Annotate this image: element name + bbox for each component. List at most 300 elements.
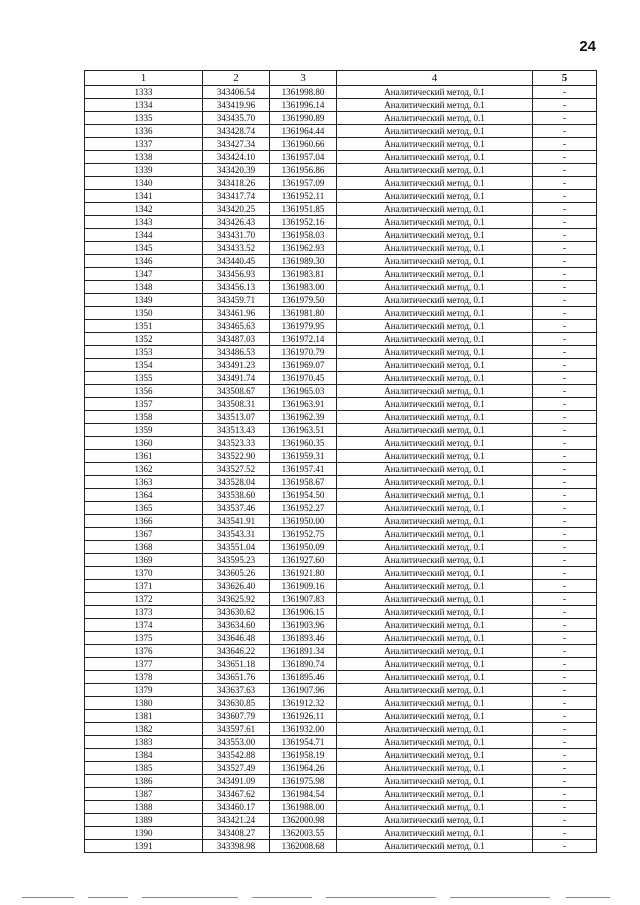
table-row (85, 359, 597, 372)
mark-cell: - (533, 346, 597, 359)
header-col-2: 2 (203, 71, 270, 86)
method-accuracy-cell: Аналитический метод, 0.1 (337, 411, 533, 424)
mark-cell: - (533, 723, 597, 736)
mark-cell: - (533, 541, 597, 554)
mark-cell: - (533, 827, 597, 840)
method-accuracy-cell: Аналитический метод, 0.1 (337, 424, 533, 437)
x-coordinate-cell: 343528.04 (203, 476, 270, 489)
y-coordinate-cell: 1361963.51 (270, 424, 337, 437)
y-coordinate-cell: 1361979.50 (270, 294, 337, 307)
table-row (85, 645, 597, 658)
method-accuracy-cell: Аналитический метод, 0.1 (337, 190, 533, 203)
point-number-cell: 1381 (85, 710, 203, 723)
method-accuracy-cell: Аналитический метод, 0.1 (337, 359, 533, 372)
mark-cell: - (533, 385, 597, 398)
point-number-cell: 1389 (85, 814, 203, 827)
y-coordinate-cell: 1361950.09 (270, 541, 337, 554)
method-accuracy-cell: Аналитический метод, 0.1 (337, 580, 533, 593)
x-coordinate-cell: 343460.17 (203, 801, 270, 814)
footer-rule (252, 897, 312, 898)
mark-cell: - (533, 320, 597, 333)
header-col-1: 1 (85, 71, 203, 86)
method-accuracy-cell: Аналитический метод, 0.1 (337, 736, 533, 749)
table-row (85, 606, 597, 619)
point-number-cell: 1343 (85, 216, 203, 229)
y-coordinate-cell: 1361926.11 (270, 710, 337, 723)
point-number-cell: 1363 (85, 476, 203, 489)
mark-cell: - (533, 411, 597, 424)
mark-cell: - (533, 112, 597, 125)
y-coordinate-cell: 1361932.00 (270, 723, 337, 736)
point-number-cell: 1382 (85, 723, 203, 736)
mark-cell: - (533, 86, 597, 99)
x-coordinate-cell: 343456.13 (203, 281, 270, 294)
mark-cell: - (533, 463, 597, 476)
y-coordinate-cell: 1361958.67 (270, 476, 337, 489)
method-accuracy-cell: Аналитический метод, 0.1 (337, 801, 533, 814)
y-coordinate-cell: 1361962.93 (270, 242, 337, 255)
x-coordinate-cell: 343459.71 (203, 294, 270, 307)
table-row (85, 242, 597, 255)
x-coordinate-cell: 343646.48 (203, 632, 270, 645)
table-row (85, 619, 597, 632)
method-accuracy-cell: Аналитический метод, 0.1 (337, 814, 533, 827)
y-coordinate-cell: 1361958.19 (270, 749, 337, 762)
y-coordinate-cell: 1361954.50 (270, 489, 337, 502)
mark-cell: - (533, 203, 597, 216)
table-row (85, 216, 597, 229)
mark-cell: - (533, 710, 597, 723)
x-coordinate-cell: 343426.43 (203, 216, 270, 229)
x-coordinate-cell: 343605.26 (203, 567, 270, 580)
method-accuracy-cell: Аналитический метод, 0.1 (337, 138, 533, 151)
point-number-cell: 1354 (85, 359, 203, 372)
x-coordinate-cell: 343424.10 (203, 151, 270, 164)
point-number-cell: 1366 (85, 515, 203, 528)
mark-cell: - (533, 125, 597, 138)
point-number-cell: 1351 (85, 320, 203, 333)
method-accuracy-cell: Аналитический метод, 0.1 (337, 398, 533, 411)
footer-rule (88, 897, 128, 898)
mark-cell: - (533, 554, 597, 567)
x-coordinate-cell: 343465.63 (203, 320, 270, 333)
method-accuracy-cell: Аналитический метод, 0.1 (337, 177, 533, 190)
table-row (85, 840, 597, 853)
x-coordinate-cell: 343417.74 (203, 190, 270, 203)
y-coordinate-cell: 1361906.15 (270, 606, 337, 619)
mark-cell: - (533, 164, 597, 177)
table-row (85, 502, 597, 515)
mark-cell: - (533, 281, 597, 294)
mark-cell: - (533, 814, 597, 827)
footer-rule (566, 897, 610, 898)
x-coordinate-cell: 343431.70 (203, 229, 270, 242)
y-coordinate-cell: 1361952.11 (270, 190, 337, 203)
y-coordinate-cell: 1361890.74 (270, 658, 337, 671)
point-number-cell: 1371 (85, 580, 203, 593)
method-accuracy-cell: Аналитический метод, 0.1 (337, 307, 533, 320)
y-coordinate-cell: 1361984.54 (270, 788, 337, 801)
method-accuracy-cell: Аналитический метод, 0.1 (337, 775, 533, 788)
point-number-cell: 1367 (85, 528, 203, 541)
method-accuracy-cell: Аналитический метод, 0.1 (337, 658, 533, 671)
point-number-cell: 1355 (85, 372, 203, 385)
table-row (85, 801, 597, 814)
point-number-cell: 1358 (85, 411, 203, 424)
x-coordinate-cell: 343527.52 (203, 463, 270, 476)
table-row (85, 99, 597, 112)
y-coordinate-cell: 1361964.26 (270, 762, 337, 775)
point-number-cell: 1339 (85, 164, 203, 177)
mark-cell: - (533, 567, 597, 580)
x-coordinate-cell: 343418.26 (203, 177, 270, 190)
x-coordinate-cell: 343634.60 (203, 619, 270, 632)
table-row (85, 814, 597, 827)
x-coordinate-cell: 343551.04 (203, 541, 270, 554)
point-number-cell: 1344 (85, 229, 203, 242)
y-coordinate-cell: 1361891.34 (270, 645, 337, 658)
table-row (85, 554, 597, 567)
method-accuracy-cell: Аналитический метод, 0.1 (337, 99, 533, 112)
point-number-cell: 1348 (85, 281, 203, 294)
method-accuracy-cell: Аналитический метод, 0.1 (337, 281, 533, 294)
point-number-cell: 1385 (85, 762, 203, 775)
point-number-cell: 1391 (85, 840, 203, 853)
y-coordinate-cell: 1362003.55 (270, 827, 337, 840)
mark-cell: - (533, 593, 597, 606)
method-accuracy-cell: Аналитический метод, 0.1 (337, 788, 533, 801)
mark-cell: - (533, 99, 597, 112)
mark-cell: - (533, 255, 597, 268)
method-accuracy-cell: Аналитический метод, 0.1 (337, 606, 533, 619)
table-row (85, 684, 597, 697)
table-row (85, 294, 597, 307)
method-accuracy-cell: Аналитический метод, 0.1 (337, 840, 533, 853)
mark-cell: - (533, 216, 597, 229)
method-accuracy-cell: Аналитический метод, 0.1 (337, 619, 533, 632)
method-accuracy-cell: Аналитический метод, 0.1 (337, 229, 533, 242)
point-number-cell: 1364 (85, 489, 203, 502)
mark-cell: - (533, 151, 597, 164)
table-row (85, 437, 597, 450)
method-accuracy-cell: Аналитический метод, 0.1 (337, 333, 533, 346)
point-number-cell: 1353 (85, 346, 203, 359)
y-coordinate-cell: 1361952.27 (270, 502, 337, 515)
table-row (85, 86, 597, 99)
table-row (85, 138, 597, 151)
mark-cell: - (533, 333, 597, 346)
x-coordinate-cell: 343630.62 (203, 606, 270, 619)
table-row (85, 788, 597, 801)
table-row (85, 450, 597, 463)
mark-cell: - (533, 671, 597, 684)
table-row (85, 307, 597, 320)
x-coordinate-cell: 343427.34 (203, 138, 270, 151)
table-body (85, 86, 597, 853)
table-row (85, 580, 597, 593)
y-coordinate-cell: 1361957.41 (270, 463, 337, 476)
point-number-cell: 1373 (85, 606, 203, 619)
point-number-cell: 1342 (85, 203, 203, 216)
table-row (85, 125, 597, 138)
point-number-cell: 1378 (85, 671, 203, 684)
x-coordinate-cell: 343491.74 (203, 372, 270, 385)
method-accuracy-cell: Аналитический метод, 0.1 (337, 645, 533, 658)
method-accuracy-cell: Аналитический метод, 0.1 (337, 723, 533, 736)
method-accuracy-cell: Аналитический метод, 0.1 (337, 749, 533, 762)
method-accuracy-cell: Аналитический метод, 0.1 (337, 554, 533, 567)
coordinates-table (84, 70, 597, 853)
table-row (85, 346, 597, 359)
y-coordinate-cell: 1361909.16 (270, 580, 337, 593)
mark-cell: - (533, 645, 597, 658)
mark-cell: - (533, 294, 597, 307)
y-coordinate-cell: 1361951.85 (270, 203, 337, 216)
method-accuracy-cell: Аналитический метод, 0.1 (337, 151, 533, 164)
method-accuracy-cell: Аналитический метод, 0.1 (337, 762, 533, 775)
point-number-cell: 1336 (85, 125, 203, 138)
x-coordinate-cell: 343461.96 (203, 307, 270, 320)
method-accuracy-cell: Аналитический метод, 0.1 (337, 112, 533, 125)
mark-cell: - (533, 307, 597, 320)
point-number-cell: 1368 (85, 541, 203, 554)
table-row (85, 697, 597, 710)
point-number-cell: 1346 (85, 255, 203, 268)
x-coordinate-cell: 343513.07 (203, 411, 270, 424)
method-accuracy-cell: Аналитический метод, 0.1 (337, 242, 533, 255)
x-coordinate-cell: 343456.93 (203, 268, 270, 281)
y-coordinate-cell: 1361907.83 (270, 593, 337, 606)
method-accuracy-cell: Аналитический метод, 0.1 (337, 125, 533, 138)
point-number-cell: 1337 (85, 138, 203, 151)
table-row (85, 190, 597, 203)
table-row (85, 671, 597, 684)
table-row (85, 593, 597, 606)
x-coordinate-cell: 343625.92 (203, 593, 270, 606)
point-number-cell: 1359 (85, 424, 203, 437)
method-accuracy-cell: Аналитический метод, 0.1 (337, 541, 533, 554)
method-accuracy-cell: Аналитический метод, 0.1 (337, 827, 533, 840)
mark-cell: - (533, 632, 597, 645)
table-row (85, 489, 597, 502)
y-coordinate-cell: 1361983.81 (270, 268, 337, 281)
y-coordinate-cell: 1361957.09 (270, 177, 337, 190)
y-coordinate-cell: 1361979.95 (270, 320, 337, 333)
mark-cell: - (533, 450, 597, 463)
table-row (85, 372, 597, 385)
table-row (85, 736, 597, 749)
x-coordinate-cell: 343595.23 (203, 554, 270, 567)
point-number-cell: 1340 (85, 177, 203, 190)
y-coordinate-cell: 1361989.30 (270, 255, 337, 268)
point-number-cell: 1362 (85, 463, 203, 476)
footer-rule (22, 897, 74, 898)
x-coordinate-cell: 343522.90 (203, 450, 270, 463)
point-number-cell: 1377 (85, 658, 203, 671)
mark-cell: - (533, 580, 597, 593)
y-coordinate-cell: 1362008.68 (270, 840, 337, 853)
x-coordinate-cell: 343543.31 (203, 528, 270, 541)
table-row (85, 424, 597, 437)
header-col-5: 5 (533, 71, 597, 86)
point-number-cell: 1349 (85, 294, 203, 307)
point-number-cell: 1384 (85, 749, 203, 762)
method-accuracy-cell: Аналитический метод, 0.1 (337, 502, 533, 515)
point-number-cell: 1380 (85, 697, 203, 710)
y-coordinate-cell: 1361988.00 (270, 801, 337, 814)
mark-cell: - (533, 840, 597, 853)
page-number: 24 (579, 38, 596, 55)
method-accuracy-cell: Аналитический метод, 0.1 (337, 489, 533, 502)
table-row (85, 541, 597, 554)
table-row (85, 528, 597, 541)
point-number-cell: 1350 (85, 307, 203, 320)
y-coordinate-cell: 1361960.35 (270, 437, 337, 450)
point-number-cell: 1379 (85, 684, 203, 697)
y-coordinate-cell: 1361958.03 (270, 229, 337, 242)
method-accuracy-cell: Аналитический метод, 0.1 (337, 437, 533, 450)
mark-cell: - (533, 749, 597, 762)
y-coordinate-cell: 1361970.45 (270, 372, 337, 385)
mark-cell: - (533, 528, 597, 541)
table-row (85, 710, 597, 723)
table-row (85, 411, 597, 424)
mark-cell: - (533, 515, 597, 528)
x-coordinate-cell: 343646.22 (203, 645, 270, 658)
table-row (85, 749, 597, 762)
y-coordinate-cell: 1361907.96 (270, 684, 337, 697)
x-coordinate-cell: 343508.31 (203, 398, 270, 411)
y-coordinate-cell: 1361895.46 (270, 671, 337, 684)
x-coordinate-cell: 343491.09 (203, 775, 270, 788)
header-col-4: 4 (337, 71, 533, 86)
x-coordinate-cell: 343651.76 (203, 671, 270, 684)
mark-cell: - (533, 502, 597, 515)
y-coordinate-cell: 1361964.44 (270, 125, 337, 138)
method-accuracy-cell: Аналитический метод, 0.1 (337, 463, 533, 476)
mark-cell: - (533, 489, 597, 502)
header-col-3: 3 (270, 71, 337, 86)
mark-cell: - (533, 476, 597, 489)
footer-rule (142, 897, 238, 898)
x-coordinate-cell: 343406.54 (203, 86, 270, 99)
x-coordinate-cell: 343433.52 (203, 242, 270, 255)
mark-cell: - (533, 775, 597, 788)
table-row (85, 476, 597, 489)
x-coordinate-cell: 343486.53 (203, 346, 270, 359)
method-accuracy-cell: Аналитический метод, 0.1 (337, 476, 533, 489)
point-number-cell: 1387 (85, 788, 203, 801)
y-coordinate-cell: 1361963.91 (270, 398, 337, 411)
mark-cell: - (533, 359, 597, 372)
point-number-cell: 1376 (85, 645, 203, 658)
y-coordinate-cell: 1361998.80 (270, 86, 337, 99)
x-coordinate-cell: 343541.91 (203, 515, 270, 528)
method-accuracy-cell: Аналитический метод, 0.1 (337, 632, 533, 645)
method-accuracy-cell: Аналитический метод, 0.1 (337, 346, 533, 359)
x-coordinate-cell: 343553.00 (203, 736, 270, 749)
x-coordinate-cell: 343637.63 (203, 684, 270, 697)
point-number-cell: 1370 (85, 567, 203, 580)
x-coordinate-cell: 343542.88 (203, 749, 270, 762)
table-row (85, 164, 597, 177)
table-row (85, 112, 597, 125)
method-accuracy-cell: Аналитический метод, 0.1 (337, 255, 533, 268)
y-coordinate-cell: 1361921.80 (270, 567, 337, 580)
point-number-cell: 1374 (85, 619, 203, 632)
x-coordinate-cell: 343597.61 (203, 723, 270, 736)
table-row (85, 385, 597, 398)
method-accuracy-cell: Аналитический метод, 0.1 (337, 86, 533, 99)
table-row (85, 151, 597, 164)
x-coordinate-cell: 343630.85 (203, 697, 270, 710)
table-header-row (85, 71, 597, 86)
mark-cell: - (533, 138, 597, 151)
mark-cell: - (533, 268, 597, 281)
x-coordinate-cell: 343420.25 (203, 203, 270, 216)
footer-rule (326, 897, 436, 898)
point-number-cell: 1347 (85, 268, 203, 281)
method-accuracy-cell: Аналитический метод, 0.1 (337, 593, 533, 606)
point-number-cell: 1390 (85, 827, 203, 840)
mark-cell: - (533, 242, 597, 255)
mark-cell: - (533, 619, 597, 632)
mark-cell: - (533, 658, 597, 671)
table-row (85, 255, 597, 268)
x-coordinate-cell: 343428.74 (203, 125, 270, 138)
x-coordinate-cell: 343440.45 (203, 255, 270, 268)
y-coordinate-cell: 1361903.96 (270, 619, 337, 632)
method-accuracy-cell: Аналитический метод, 0.1 (337, 294, 533, 307)
method-accuracy-cell: Аналитический метод, 0.1 (337, 216, 533, 229)
x-coordinate-cell: 343607.79 (203, 710, 270, 723)
mark-cell: - (533, 736, 597, 749)
method-accuracy-cell: Аналитический метод, 0.1 (337, 684, 533, 697)
y-coordinate-cell: 1361956.86 (270, 164, 337, 177)
point-number-cell: 1375 (85, 632, 203, 645)
method-accuracy-cell: Аналитический метод, 0.1 (337, 515, 533, 528)
point-number-cell: 1365 (85, 502, 203, 515)
x-coordinate-cell: 343537.46 (203, 502, 270, 515)
y-coordinate-cell: 1361959.31 (270, 450, 337, 463)
method-accuracy-cell: Аналитический метод, 0.1 (337, 268, 533, 281)
x-coordinate-cell: 343508.67 (203, 385, 270, 398)
x-coordinate-cell: 343467.62 (203, 788, 270, 801)
y-coordinate-cell: 1361981.80 (270, 307, 337, 320)
mark-cell: - (533, 788, 597, 801)
mark-cell: - (533, 398, 597, 411)
point-number-cell: 1334 (85, 99, 203, 112)
table-row (85, 229, 597, 242)
x-coordinate-cell: 343421.24 (203, 814, 270, 827)
table-row (85, 281, 597, 294)
point-number-cell: 1341 (85, 190, 203, 203)
mark-cell: - (533, 177, 597, 190)
table-row (85, 515, 597, 528)
x-coordinate-cell: 343538.60 (203, 489, 270, 502)
x-coordinate-cell: 343419.96 (203, 99, 270, 112)
table-row (85, 177, 597, 190)
point-number-cell: 1369 (85, 554, 203, 567)
table-row (85, 398, 597, 411)
table-row (85, 463, 597, 476)
x-coordinate-cell: 343420.39 (203, 164, 270, 177)
table-row (85, 632, 597, 645)
method-accuracy-cell: Аналитический метод, 0.1 (337, 164, 533, 177)
table-row (85, 775, 597, 788)
x-coordinate-cell: 343435.70 (203, 112, 270, 125)
y-coordinate-cell: 1361912.32 (270, 697, 337, 710)
